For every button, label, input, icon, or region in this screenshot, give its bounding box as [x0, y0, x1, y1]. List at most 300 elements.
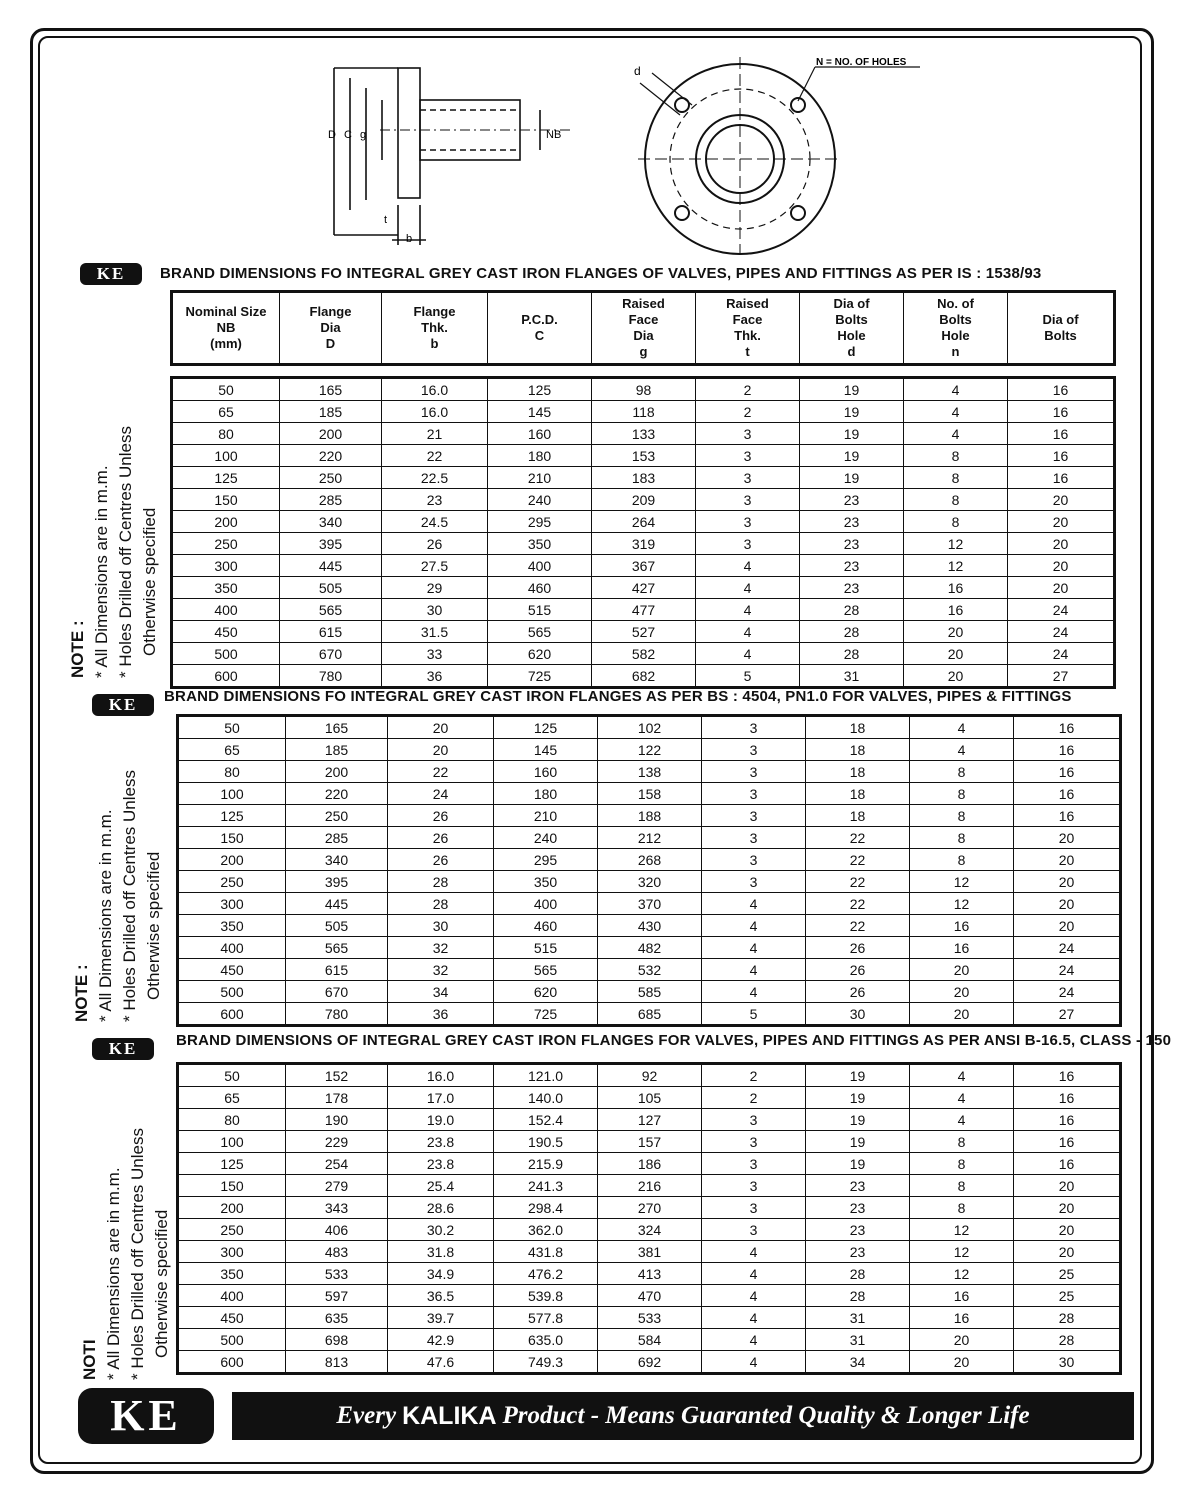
- section-3-note: [78, 1128, 174, 1380]
- table-cell: 597: [286, 1285, 388, 1307]
- table-cell: 460: [488, 577, 592, 599]
- table-cell: 150: [178, 827, 286, 849]
- note-line: Otherwise specified: [144, 851, 163, 1000]
- column-header-line: (mm): [210, 336, 242, 351]
- dimension-table-bs-4504: [176, 714, 1122, 1027]
- table-cell: 23: [800, 533, 904, 555]
- table-cell: 22: [806, 849, 910, 871]
- table-cell: 430: [598, 915, 702, 937]
- table-cell: 460: [494, 915, 598, 937]
- table-cell: 8: [910, 1131, 1014, 1153]
- table-cell: 20: [1008, 511, 1115, 533]
- ke-logo-section-3: KE: [92, 1038, 154, 1060]
- table-cell: 125: [178, 1153, 286, 1175]
- table-cell: 450: [178, 959, 286, 981]
- table-row: [178, 893, 1121, 915]
- table-cell: 431.8: [494, 1241, 598, 1263]
- table-cell: 105: [598, 1087, 702, 1109]
- table-cell: 527: [592, 621, 696, 643]
- table-row: [178, 1175, 1121, 1197]
- table-row: [172, 577, 1115, 599]
- table-cell: 20: [388, 739, 494, 761]
- column-header-line: C: [534, 328, 545, 343]
- table-cell: 20: [1008, 555, 1115, 577]
- table-row: [178, 981, 1121, 1003]
- table-row: [178, 1131, 1121, 1153]
- column-header-line: n: [951, 344, 960, 359]
- table-cell: 254: [286, 1153, 388, 1175]
- table-cell: 26: [388, 805, 494, 827]
- table-cell: 27: [1008, 665, 1115, 688]
- table-cell: 533: [286, 1263, 388, 1285]
- table-cell: 250: [172, 533, 280, 555]
- table-cell: 8: [910, 805, 1014, 827]
- table-cell: 16: [1008, 445, 1115, 467]
- table-cell: 153: [592, 445, 696, 467]
- table-cell: 8: [910, 783, 1014, 805]
- table-cell: 24: [1014, 981, 1121, 1003]
- table-cell: 4: [910, 1064, 1014, 1087]
- tagline-brand: KALIKA: [402, 1401, 497, 1430]
- table-cell: 150: [172, 489, 280, 511]
- table-cell: 300: [172, 555, 280, 577]
- table-cell: 16: [904, 599, 1008, 621]
- table-cell: 16: [1008, 467, 1115, 489]
- table-cell: 24.5: [382, 511, 488, 533]
- table-cell: 285: [280, 489, 382, 511]
- table-cell: 24: [1008, 643, 1115, 665]
- note-line: Otherwise specified: [140, 507, 159, 656]
- table-cell: 16: [1008, 378, 1115, 401]
- table-cell: 4: [702, 915, 806, 937]
- table-cell: 16: [1014, 1087, 1121, 1109]
- table-cell: 350: [178, 915, 286, 937]
- table-cell: 3: [702, 1175, 806, 1197]
- table-row: [178, 716, 1121, 739]
- table-cell: 20: [1014, 1241, 1121, 1263]
- table-cell: 180: [494, 783, 598, 805]
- flange-face-drawing: [620, 55, 940, 255]
- column-header: [592, 292, 696, 365]
- table-cell: 500: [178, 981, 286, 1003]
- table-cell: 23: [800, 511, 904, 533]
- note-heading: NOTE :: [68, 620, 87, 678]
- section-2-title: BRAND DIMENSIONS FO INTEGRAL GREY CAST IRON FLANGES AS PER BS : 4504, PN1.0 FOR VALVES, PIPES & FITTINGS: [164, 688, 1072, 705]
- column-header-line: Thk.: [734, 328, 761, 343]
- table-cell: 34: [388, 981, 494, 1003]
- table-cell: 28: [1014, 1329, 1121, 1351]
- table-row: [172, 489, 1115, 511]
- table-cell: 21: [382, 423, 488, 445]
- table-cell: 4: [904, 378, 1008, 401]
- table-cell: 118: [592, 401, 696, 423]
- table-cell: 340: [286, 849, 388, 871]
- table-cell: 268: [598, 849, 702, 871]
- table-cell: 17.0: [388, 1087, 494, 1109]
- column-header-line: Thk.: [421, 320, 448, 335]
- table-cell: 212: [598, 827, 702, 849]
- table-cell: 20: [904, 643, 1008, 665]
- table-cell: 3: [696, 533, 800, 555]
- table-cell: 125: [494, 716, 598, 739]
- table-cell: 190.5: [494, 1131, 598, 1153]
- table-cell: 319: [592, 533, 696, 555]
- table-cell: 65: [178, 1087, 286, 1109]
- table-cell: 16: [1014, 805, 1121, 827]
- section-2-note: [70, 770, 166, 1022]
- table-cell: 80: [172, 423, 280, 445]
- table-cell: 8: [910, 761, 1014, 783]
- column-header-table: [170, 290, 1116, 366]
- table-row: [178, 783, 1121, 805]
- table-cell: 24: [1014, 959, 1121, 981]
- table-cell: 19.0: [388, 1109, 494, 1131]
- table-cell: 300: [178, 893, 286, 915]
- table-cell: 25.4: [388, 1175, 494, 1197]
- table-row: [172, 378, 1115, 401]
- table-cell: 23: [800, 577, 904, 599]
- table-row: [178, 827, 1121, 849]
- table-cell: 16: [910, 915, 1014, 937]
- hole-dia-label: d: [634, 64, 641, 78]
- table-cell: 220: [286, 783, 388, 805]
- table-cell: 4: [696, 599, 800, 621]
- table-cell: 30: [806, 1003, 910, 1026]
- column-header-line: Dia of: [1042, 312, 1079, 327]
- note-line: * All Dimensions are in m.m.: [92, 465, 111, 678]
- table-cell: 2: [702, 1064, 806, 1087]
- table-cell: 23: [800, 555, 904, 577]
- table-cell: 12: [910, 1241, 1014, 1263]
- table-cell: 4: [904, 401, 1008, 423]
- table-cell: 12: [910, 871, 1014, 893]
- table-cell: 350: [488, 533, 592, 555]
- table-cell: 400: [172, 599, 280, 621]
- table-cell: 395: [280, 533, 382, 555]
- note-line: * Holes Drilled off Centres Unless: [120, 770, 139, 1022]
- table-row: [172, 621, 1115, 643]
- table-cell: 4: [702, 1263, 806, 1285]
- column-header-line: Bolts: [835, 312, 868, 327]
- table-cell: 20: [910, 981, 1014, 1003]
- table-row: [178, 739, 1121, 761]
- table-cell: 200: [286, 761, 388, 783]
- table-cell: 34: [806, 1351, 910, 1374]
- table-cell: 26: [806, 937, 910, 959]
- table-cell: 400: [488, 555, 592, 577]
- table-cell: 20: [1014, 1175, 1121, 1197]
- table-cell: 16: [910, 1307, 1014, 1329]
- table-cell: 100: [178, 1131, 286, 1153]
- table-cell: 26: [388, 849, 494, 871]
- table-cell: 200: [280, 423, 382, 445]
- table-cell: 26: [806, 959, 910, 981]
- table-cell: 121.0: [494, 1064, 598, 1087]
- table-row: [178, 1087, 1121, 1109]
- table-row: [172, 511, 1115, 533]
- table-cell: 19: [806, 1087, 910, 1109]
- table-cell: 780: [280, 665, 382, 688]
- table-row: [178, 1153, 1121, 1175]
- table-cell: 482: [598, 937, 702, 959]
- table-cell: 186: [598, 1153, 702, 1175]
- table-cell: 3: [702, 1109, 806, 1131]
- table-cell: 28.6: [388, 1197, 494, 1219]
- table-cell: 515: [488, 599, 592, 621]
- table-cell: 635.0: [494, 1329, 598, 1351]
- table-cell: 20: [904, 621, 1008, 643]
- table-cell: 220: [280, 445, 382, 467]
- table-cell: 12: [904, 533, 1008, 555]
- table-cell: 8: [910, 827, 1014, 849]
- table-cell: 20: [1014, 849, 1121, 871]
- table-cell: 725: [494, 1003, 598, 1026]
- table-cell: 23: [382, 489, 488, 511]
- column-header-line: Raised: [622, 296, 665, 311]
- table-cell: 565: [488, 621, 592, 643]
- table-cell: 12: [910, 1263, 1014, 1285]
- table-row: [172, 533, 1115, 555]
- table-cell: 5: [696, 665, 800, 688]
- table-row: [178, 1351, 1121, 1374]
- table-cell: 12: [904, 555, 1008, 577]
- table-cell: 26: [382, 533, 488, 555]
- table-cell: 8: [910, 849, 1014, 871]
- dim-C-label: C: [344, 129, 352, 141]
- table-cell: 23: [806, 1219, 910, 1241]
- table-cell: 533: [598, 1307, 702, 1329]
- table-cell: 250: [178, 871, 286, 893]
- table-cell: 18: [806, 805, 910, 827]
- table-cell: 2: [702, 1087, 806, 1109]
- table-cell: 20: [910, 1351, 1014, 1374]
- table-cell: 18: [806, 761, 910, 783]
- table-cell: 685: [598, 1003, 702, 1026]
- table-cell: 3: [696, 467, 800, 489]
- table-cell: 27: [1014, 1003, 1121, 1026]
- table-cell: 165: [286, 716, 388, 739]
- table-cell: 150: [178, 1175, 286, 1197]
- table-cell: 3: [702, 716, 806, 739]
- table-cell: 4: [696, 577, 800, 599]
- table-cell: 8: [910, 1153, 1014, 1175]
- table-cell: 20: [1014, 1219, 1121, 1241]
- table-cell: 28: [806, 1263, 910, 1285]
- table-cell: 200: [172, 511, 280, 533]
- dim-nb-label: NB: [546, 129, 562, 141]
- table-cell: 16: [1014, 716, 1121, 739]
- table-cell: 3: [702, 783, 806, 805]
- table-cell: 16: [1008, 423, 1115, 445]
- table-cell: 20: [1014, 915, 1121, 937]
- table-cell: 30: [382, 599, 488, 621]
- table-cell: 20: [1008, 533, 1115, 555]
- column-header-line: NB: [216, 320, 236, 335]
- table-cell: 133: [592, 423, 696, 445]
- table-cell: 23: [800, 489, 904, 511]
- table-cell: 32: [388, 937, 494, 959]
- table-cell: 585: [598, 981, 702, 1003]
- table-cell: 36.5: [388, 1285, 494, 1307]
- column-header-line: Face: [732, 312, 763, 327]
- table-cell: 279: [286, 1175, 388, 1197]
- table-cell: 16: [1014, 783, 1121, 805]
- table-cell: 295: [494, 849, 598, 871]
- table-cell: 749.3: [494, 1351, 598, 1374]
- column-header-line: g: [639, 344, 648, 359]
- table-cell: 362.0: [494, 1219, 598, 1241]
- table-cell: 16.0: [382, 378, 488, 401]
- table-cell: 427: [592, 577, 696, 599]
- table-cell: 12: [910, 893, 1014, 915]
- table-cell: 5: [702, 1003, 806, 1026]
- table-cell: 3: [702, 849, 806, 871]
- table-cell: 3: [702, 805, 806, 827]
- column-header: [904, 292, 1008, 365]
- table-row: [178, 1109, 1121, 1131]
- column-header: [1008, 292, 1115, 365]
- table-cell: 31: [806, 1329, 910, 1351]
- table-cell: 698: [286, 1329, 388, 1351]
- table-cell: 28: [1014, 1307, 1121, 1329]
- note-heading: NOTI: [80, 1339, 99, 1380]
- table-cell: 20: [910, 1003, 1014, 1026]
- table-row: [178, 1003, 1121, 1026]
- table-cell: 635: [286, 1307, 388, 1329]
- table-cell: 324: [598, 1219, 702, 1241]
- dim-t-label: t: [384, 214, 388, 226]
- table-cell: 19: [806, 1064, 910, 1087]
- table-cell: 584: [598, 1329, 702, 1351]
- table-cell: 682: [592, 665, 696, 688]
- table-cell: 670: [280, 643, 382, 665]
- table-cell: 19: [806, 1109, 910, 1131]
- column-header-line: No. of: [937, 296, 974, 311]
- table-cell: 31.8: [388, 1241, 494, 1263]
- table-cell: 25: [1014, 1285, 1121, 1307]
- ke-logo-section-2: KE: [92, 694, 154, 716]
- table-cell: 183: [592, 467, 696, 489]
- dimension-table-is-1538: [170, 376, 1116, 689]
- section-3-title: BRAND DIMENSIONS OF INTEGRAL GREY CAST IRON FLANGES FOR VALVES, PIPES AND FITTINGS AS PER ANSI B-16.5, CLASS - 150: [176, 1032, 1172, 1049]
- table-cell: 22: [382, 445, 488, 467]
- table-cell: 30: [1014, 1351, 1121, 1374]
- dim-g-label: g: [360, 129, 367, 141]
- table-cell: 65: [178, 739, 286, 761]
- table-cell: 98: [592, 378, 696, 401]
- column-header-line: Flange: [309, 304, 352, 319]
- table-cell: 600: [178, 1003, 286, 1026]
- table-cell: 185: [286, 739, 388, 761]
- table-cell: 400: [494, 893, 598, 915]
- note-line: * Holes Drilled off Centres Unless: [128, 1128, 147, 1380]
- table-cell: 18: [806, 716, 910, 739]
- table-row: [172, 423, 1115, 445]
- table-cell: 210: [488, 467, 592, 489]
- table-cell: 295: [488, 511, 592, 533]
- table-cell: 16: [910, 937, 1014, 959]
- column-header-line: Dia of: [833, 296, 870, 311]
- table-cell: 8: [910, 1175, 1014, 1197]
- table-cell: 22: [806, 827, 910, 849]
- table-cell: 3: [702, 1197, 806, 1219]
- table-cell: 24: [1008, 621, 1115, 643]
- table-cell: 4: [702, 937, 806, 959]
- note-line: Otherwise specified: [152, 1209, 171, 1358]
- table-cell: 20: [1014, 871, 1121, 893]
- table-cell: 30.2: [388, 1219, 494, 1241]
- table-cell: 620: [494, 981, 598, 1003]
- table-cell: 28: [800, 599, 904, 621]
- table-cell: 505: [286, 915, 388, 937]
- table-cell: 350: [494, 871, 598, 893]
- table-cell: 2: [696, 378, 800, 401]
- table-cell: 16: [1014, 739, 1121, 761]
- table-cell: 600: [178, 1351, 286, 1374]
- table-cell: 20: [1008, 577, 1115, 599]
- table-cell: 476.2: [494, 1263, 598, 1285]
- table-cell: 23: [806, 1197, 910, 1219]
- table-row: [178, 1285, 1121, 1307]
- table-row: [178, 1329, 1121, 1351]
- table-cell: 42.9: [388, 1329, 494, 1351]
- table-cell: 20: [904, 665, 1008, 688]
- table-cell: 515: [494, 937, 598, 959]
- table-cell: 8: [904, 445, 1008, 467]
- table-cell: 16: [1014, 1153, 1121, 1175]
- table-cell: 100: [172, 445, 280, 467]
- table-cell: 692: [598, 1351, 702, 1374]
- table-cell: 477: [592, 599, 696, 621]
- table-cell: 4: [702, 981, 806, 1003]
- table-cell: 20: [910, 1329, 1014, 1351]
- table-cell: 8: [904, 467, 1008, 489]
- table-row: [178, 761, 1121, 783]
- table-cell: 500: [172, 643, 280, 665]
- column-header-line: b: [430, 336, 439, 351]
- table-cell: 3: [702, 761, 806, 783]
- note-line: * All Dimensions are in m.m.: [96, 809, 115, 1022]
- table-cell: 16: [1014, 1131, 1121, 1153]
- table-cell: 413: [598, 1263, 702, 1285]
- column-header-line: Bolts: [1044, 328, 1077, 343]
- table-cell: 127: [598, 1109, 702, 1131]
- table-cell: 483: [286, 1241, 388, 1263]
- flange-section-drawing: [320, 60, 580, 250]
- table-cell: 16: [1014, 1064, 1121, 1087]
- table-cell: 400: [178, 1285, 286, 1307]
- table-cell: 200: [178, 849, 286, 871]
- table-cell: 4: [702, 893, 806, 915]
- table-cell: 620: [488, 643, 592, 665]
- table-cell: 4: [910, 716, 1014, 739]
- table-row: [178, 1307, 1121, 1329]
- table-cell: 3: [702, 1153, 806, 1175]
- table-cell: 19: [800, 467, 904, 489]
- table-cell: 178: [286, 1087, 388, 1109]
- ke-logo-footer: KE: [78, 1388, 214, 1444]
- table-cell: 26: [806, 981, 910, 1003]
- section-1-note: [66, 426, 162, 678]
- table-cell: 16: [1008, 401, 1115, 423]
- column-header: [800, 292, 904, 365]
- table-cell: 4: [702, 1285, 806, 1307]
- table-row: [178, 959, 1121, 981]
- table-cell: 158: [598, 783, 702, 805]
- table-cell: 3: [702, 871, 806, 893]
- dimension-table-ansi-b16-5: [176, 1062, 1122, 1375]
- table-cell: 20: [910, 959, 1014, 981]
